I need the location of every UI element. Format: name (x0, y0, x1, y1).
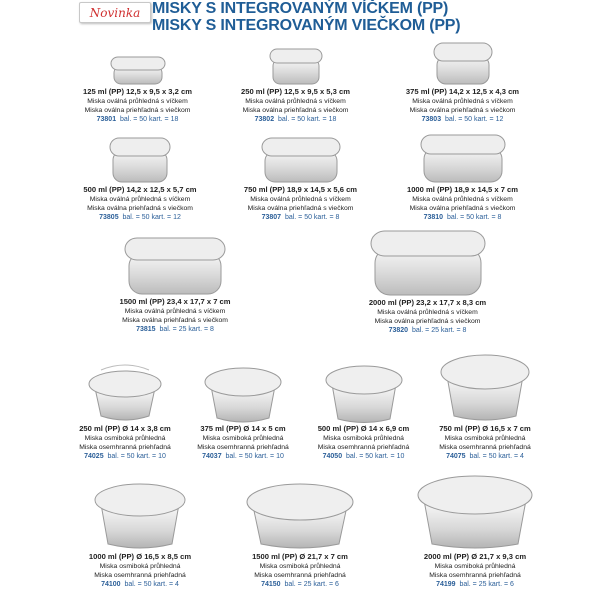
product-spec: 750 ml (PP) Ø 16,5 x 7 cm (439, 424, 531, 433)
product-spec: 1500 ml (PP) 23,4 x 17,7 x 7 cm (119, 297, 231, 306)
product-code: 74100 (101, 581, 121, 588)
page-title-sk: MISKY S INTEGROVANÝM VIEČKOM (PP) (152, 17, 461, 34)
product-pack: bal. = 50 kart. = 10 (345, 453, 405, 460)
product-desc-sk: Miska oválna priehľadná s viečkom (247, 205, 354, 212)
octagonal-container-image (245, 482, 355, 552)
product-desc-cz: Miska oválná průhledná s víčkem (124, 308, 226, 315)
product-74037 (178, 362, 308, 462)
product-code: 73803 (421, 116, 442, 123)
product-desc-sk: Miska oválna priehľadná s viečkom (242, 107, 349, 114)
product-spec: 1500 ml (PP) Ø 21,7 x 7 cm (252, 552, 348, 561)
product-desc-cz: Miska osmiboká průhledná (84, 435, 166, 442)
product-spec: 2000 ml (PP) 23,2 x 17,7 x 8,3 cm (368, 298, 487, 307)
product-spec: 1000 ml (PP) Ø 16,5 x 8,5 cm (88, 552, 192, 561)
product-pack: bal. = 50 kart. = 8 (446, 214, 502, 221)
oval-container-image (122, 235, 228, 297)
octagonal-container-image (93, 482, 187, 552)
product-74025 (60, 362, 190, 462)
product-desc-sk: Miska osemhranná priehľadná (197, 444, 289, 451)
product-desc-cz: Miska oválná průhledná s víčkem (412, 98, 513, 105)
product-desc-cz: Miska oválná průhledná s víčkem (245, 98, 346, 105)
product-code: 74025 (84, 453, 104, 460)
oval-container-image (107, 135, 173, 185)
product-pack: bal. = 25 kart. = 6 (284, 581, 339, 588)
product-desc-cz: Miska osmiboká průhledná (434, 563, 516, 570)
product-73807 (228, 135, 373, 223)
octagonal-container-image (324, 362, 404, 424)
product-pack: bal. = 25 kart. = 6 (459, 581, 514, 588)
product-code: 73820 (388, 327, 409, 334)
product-spec: 1000 ml (PP) 18,9 x 14,5 x 7 cm (406, 185, 519, 194)
page-title-cz: MISKY S INTEGROVANÝM VÍČKEM (PP) (152, 0, 449, 17)
product-74050 (296, 362, 431, 462)
product-pack: bal. = 50 kart. = 4 (469, 453, 524, 460)
product-code: 73805 (99, 214, 119, 221)
product-74199 (395, 474, 555, 590)
product-73810 (390, 132, 535, 223)
product-pack: bal. = 50 kart. = 12 (444, 116, 504, 123)
product-pack: bal. = 25 kart. = 8 (159, 326, 214, 333)
product-desc-sk: Miska oválna priehľadná s viečkom (122, 317, 228, 324)
product-desc-sk: Miska osemhranná priehľadná (79, 444, 171, 451)
product-desc-cz: Miska osmiboká průhledná (444, 435, 526, 442)
product-desc-cz: Miska oválná průhledná s víčkem (250, 196, 351, 203)
product-pack: bal. = 50 kart. = 10 (107, 453, 166, 460)
product-code: 73802 (254, 116, 275, 123)
product-74150 (225, 482, 375, 590)
product-code: 73807 (261, 214, 282, 221)
product-74100 (70, 482, 210, 590)
oval-container-image (108, 52, 168, 87)
product-spec: 750 ml (PP) 18,9 x 14,5 x 5,6 cm (243, 185, 358, 194)
product-spec: 375 ml (PP) Ø 14 x 5 cm (200, 424, 286, 433)
oval-container-image (266, 45, 326, 87)
product-spec: 2000 ml (PP) Ø 21,7 x 9,3 cm (423, 552, 527, 561)
badge-label: Novinka (89, 5, 141, 20)
product-desc-sk: Miska osemhranná priehľadná (439, 444, 531, 451)
product-desc-sk: Miska osemhranná priehľadná (94, 572, 186, 579)
oval-container-image (259, 135, 343, 185)
product-desc-sk: Miska osemhranná priehľadná (254, 572, 346, 579)
octagonal-container-image (439, 352, 531, 424)
product-spec: 500 ml (PP) 14,2 x 12,5 x 5,7 cm (83, 185, 197, 194)
product-code: 73801 (96, 116, 117, 123)
product-desc-sk: Miska oválna priehľadná s viečkom (87, 205, 193, 212)
product-desc-sk: Miska osemhranná priehľadná (429, 572, 521, 579)
product-desc-sk: Miska oválna priehľadná s viečkom (84, 107, 191, 114)
product-spec: 250 ml (PP) 12,5 x 9,5 x 5,3 cm (241, 87, 350, 96)
product-74075 (415, 352, 555, 462)
product-desc-cz: Miska oválná průhledná s víčkem (412, 196, 513, 203)
product-pack: bal. = 50 kart. = 18 (277, 116, 337, 123)
novinka-badge (79, 2, 151, 23)
product-code: 74199 (436, 581, 456, 588)
product-code: 74075 (446, 453, 466, 460)
product-pack: bal. = 50 kart. = 10 (225, 453, 284, 460)
product-desc-cz: Miska oválná průhledná s víčkem (87, 98, 188, 105)
product-desc-cz: Miska osmiboká průhledná (323, 435, 404, 442)
product-73820 (340, 228, 515, 336)
product-spec: 250 ml (PP) Ø 14 x 3,8 cm (79, 424, 171, 433)
octagonal-container-image (203, 362, 283, 424)
product-desc-sk: Miska oválna priehľadná s viečkom (374, 318, 481, 325)
product-desc-cz: Miska oválná průhledná s víčkem (377, 309, 478, 316)
product-desc-sk: Miska oválna priehľadná s viečkom (409, 205, 516, 212)
product-73803 (390, 40, 535, 125)
product-code: 74037 (202, 453, 222, 460)
product-desc-sk: Miska osemhranná priehľadná (317, 444, 410, 451)
product-code: 74050 (322, 453, 343, 460)
product-73815 (95, 235, 255, 335)
oval-container-image (418, 132, 508, 185)
octagonal-container-image (87, 362, 163, 424)
product-73801 (70, 52, 205, 125)
product-pack: bal. = 50 kart. = 4 (124, 581, 179, 588)
product-pack: bal. = 50 kart. = 12 (122, 214, 181, 221)
product-pack: bal. = 50 kart. = 8 (284, 214, 340, 221)
product-code: 73815 (136, 326, 156, 333)
product-spec: 375 ml (PP) 14,2 x 12,5 x 4,3 cm (405, 87, 520, 96)
product-73802 (228, 45, 363, 125)
product-pack: bal. = 25 kart. = 8 (411, 327, 467, 334)
product-desc-sk: Miska oválna priehľadná s viečkom (409, 107, 516, 114)
product-desc-cz: Miska osmiboká průhledná (99, 563, 181, 570)
product-desc-cz: Miska oválná průhledná s víčkem (89, 196, 191, 203)
product-desc-cz: Miska osmiboká průhledná (259, 563, 341, 570)
product-spec: 125 ml (PP) 12,5 x 9,5 x 3,2 cm (83, 87, 192, 96)
product-code: 74150 (261, 581, 281, 588)
oval-container-image (431, 40, 495, 87)
product-73805 (70, 135, 210, 223)
product-code: 73810 (423, 214, 444, 221)
octagonal-container-image (416, 474, 534, 552)
product-pack: bal. = 50 kart. = 18 (119, 116, 179, 123)
oval-container-image (368, 228, 488, 298)
product-spec: 500 ml (PP) Ø 14 x 6,9 cm (317, 424, 410, 433)
product-desc-cz: Miska osmiboká průhledná (202, 435, 284, 442)
